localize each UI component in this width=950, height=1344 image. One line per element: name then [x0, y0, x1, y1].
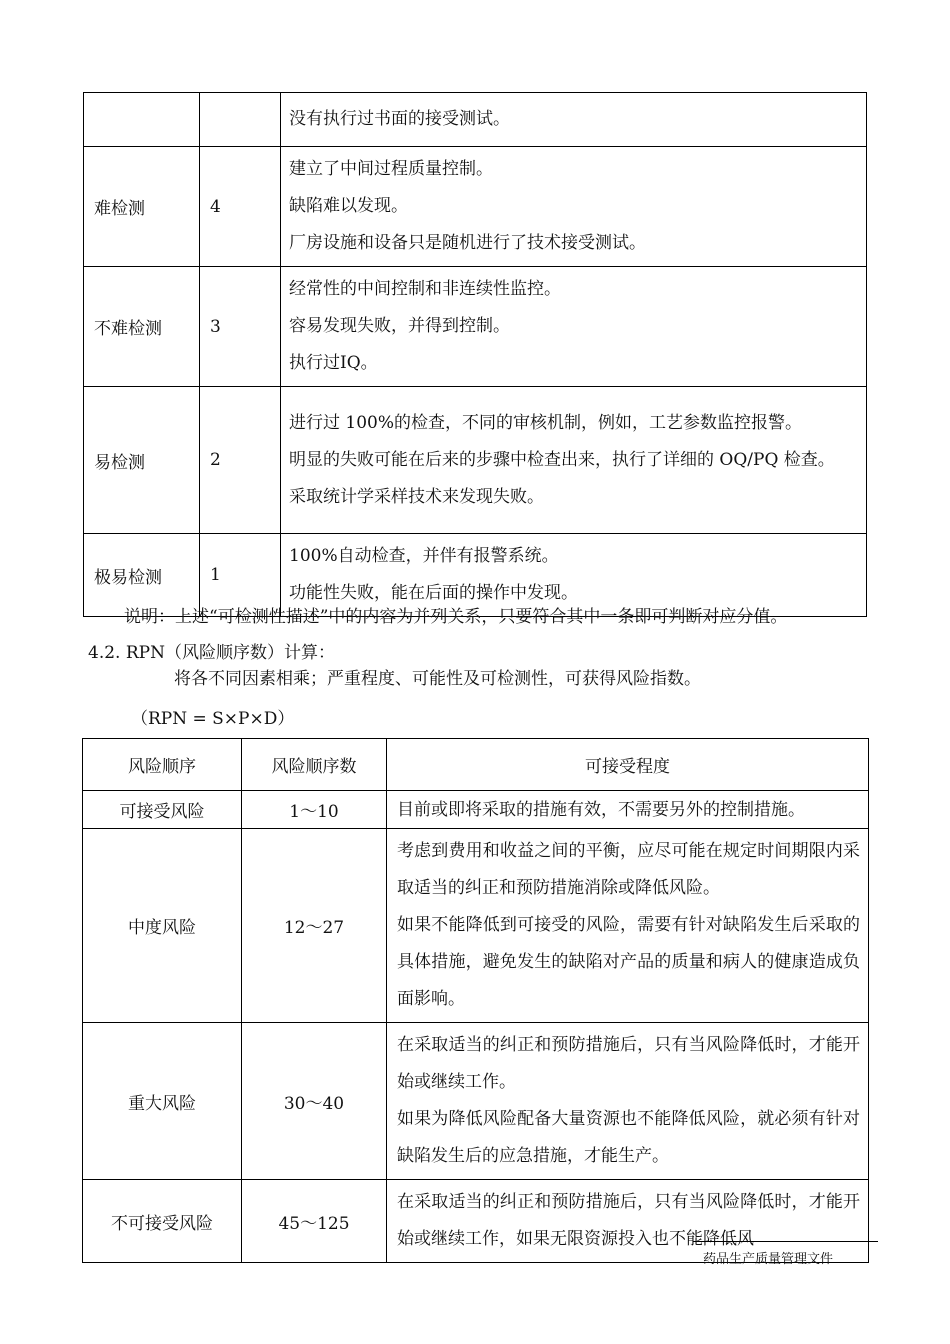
- description-line: 采取统计学采样技术来发现失败。: [289, 486, 544, 507]
- description-cell: [387, 1023, 869, 1180]
- score-cell: 2: [200, 387, 281, 534]
- header-cell: 风险顺序数: [242, 739, 387, 791]
- table-row: [83, 829, 869, 1023]
- risk-range-cell: 1～10: [242, 791, 387, 829]
- level-cell: 难检测: [84, 147, 200, 267]
- risk-name-cell: 可接受风险: [83, 791, 242, 829]
- description-line: 在采取适当的纠正和预防措施后，只有当风险降低时，才能开始或继续工作，如果无限资源投入也不能降低风: [397, 1192, 860, 1249]
- section-text: 将各不同因素相乘；严重程度、可能性及可检测性，可获得风险指数。: [174, 669, 701, 689]
- description-cell: [281, 93, 867, 147]
- risk-range-cell: 45～125: [242, 1180, 387, 1263]
- description-line: 经常性的中间控制和非连续性监控。: [289, 279, 561, 299]
- footer-text: 药品生产质量管理文件: [703, 1252, 834, 1267]
- description-line: 100%自动检查，并伴有报警系统。: [289, 546, 559, 566]
- risk-range-cell: 12～27: [242, 829, 387, 1023]
- footer-divider: [693, 1241, 878, 1242]
- description-cell: [281, 267, 867, 387]
- description-cell: [281, 147, 867, 267]
- description-line: 目前或即将采取的措施有效，不需要另外的控制措施。: [397, 799, 805, 820]
- description-line: 在采取适当的纠正和预防措施后，只有当风险降低时，才能开始或继续工作。: [397, 1035, 860, 1092]
- table-row: [84, 267, 867, 387]
- header-cell: 可接受程度: [387, 739, 869, 791]
- rpn-table: [82, 738, 869, 1263]
- score-cell: [200, 93, 281, 147]
- description-line: 如果为降低风险配备大量资源也不能降低风险，就必须有针对缺陷发生后的应急措施，才能生产。: [397, 1109, 860, 1166]
- detectability-table: [83, 92, 867, 617]
- score-cell: 4: [200, 147, 281, 267]
- description-line: 执行过IQ。: [289, 353, 378, 373]
- table-row: [83, 791, 869, 829]
- formula-text: （RPN = S×P×D）: [131, 709, 295, 729]
- table-row: [83, 1023, 869, 1180]
- table-row: [84, 387, 867, 534]
- score-cell: 3: [200, 267, 281, 387]
- description-line: 缺陷难以发现。: [289, 196, 408, 216]
- level-cell: 极易检测: [84, 534, 200, 617]
- section-title: 4.2. RPN（风险顺序数）计算：: [88, 643, 335, 663]
- table-header-row: [83, 739, 869, 791]
- risk-name-cell: 中度风险: [83, 829, 242, 1023]
- risk-range-cell: 30～40: [242, 1023, 387, 1180]
- description-line: 建立了中间过程质量控制。: [289, 159, 493, 179]
- description-cell: [387, 829, 869, 1023]
- description-line: 厂房设施和设备只是随机进行了技术接受测试。: [289, 233, 646, 253]
- header-cell: 风险顺序: [83, 739, 242, 791]
- risk-name-cell: 不可接受风险: [83, 1180, 242, 1263]
- level-cell: 不难检测: [84, 267, 200, 387]
- description-line: 进行过 100%的检查，不同的审核机制，例如，工艺参数监控报警。: [289, 412, 803, 433]
- description-line: 功能性失败，能在后面的操作中发现。: [289, 583, 578, 603]
- table-row: [84, 93, 867, 147]
- level-cell: 易检测: [84, 387, 200, 534]
- description-line: 容易发现失败，并得到控制。: [289, 316, 510, 336]
- note-text: 说明：上述“可检测性描述”中的内容为并列关系，只要符合其中一条即可判断对应分值。: [124, 607, 788, 627]
- risk-name-cell: 重大风险: [83, 1023, 242, 1180]
- description-cell: [281, 387, 867, 534]
- description-line: 没有执行过书面的接受测试。: [289, 109, 510, 129]
- description-line: 考虑到费用和收益之间的平衡，应尽可能在规定时间期限内采取适当的纠正和预防措施消除或降低风险。: [397, 841, 860, 898]
- level-cell: [84, 93, 200, 147]
- description-cell: [387, 791, 869, 829]
- table-row: [84, 147, 867, 267]
- description-line: 如果不能降低到可接受的风险，需要有针对缺陷发生后采取的具体措施，避免发生的缺陷对产品的质量和病人的健康造成负面影响。: [397, 915, 860, 1009]
- description-line: 明显的失败可能在后来的步骤中检查出来，执行了详细的 OQ/PQ 检查。: [289, 449, 835, 470]
- score-cell: 1: [200, 534, 281, 617]
